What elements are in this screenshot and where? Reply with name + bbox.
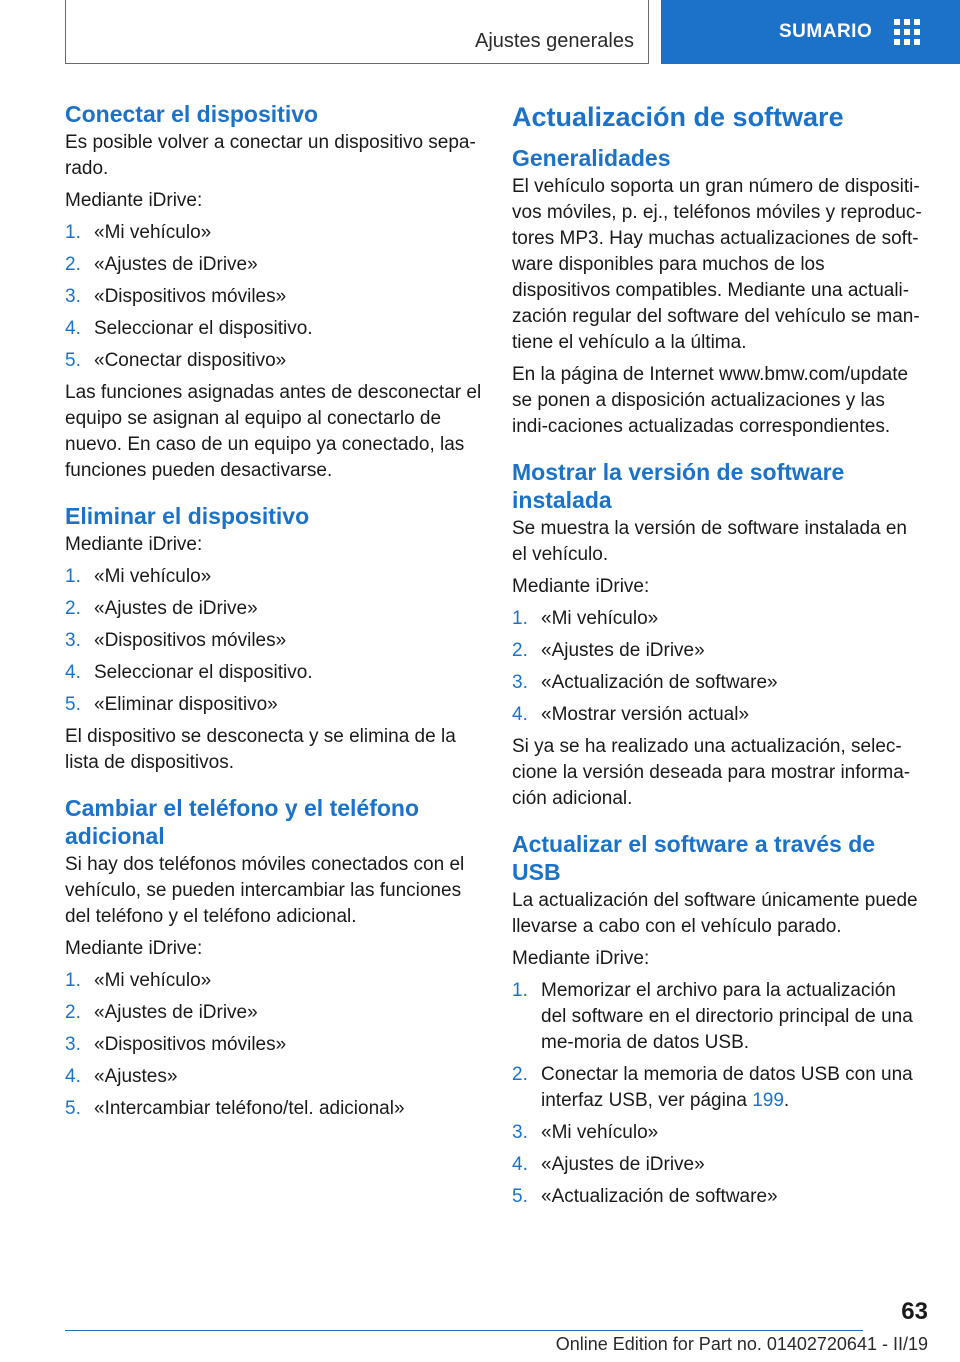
steps-list-connect (65, 220, 483, 374)
list-item (65, 348, 483, 374)
step-text: Memorizar el archivo para la actualización del software en el directorio principal de una me‐moria de datos USB. (541, 980, 913, 1053)
list-item (65, 1000, 483, 1026)
step-text: «Ajustes de iDrive» (541, 640, 705, 661)
step-number: 3. (512, 1122, 528, 1143)
step-text: «Mi vehículo» (541, 608, 659, 629)
step-text: «Mi vehículo» (94, 222, 212, 243)
right-column (512, 100, 924, 1216)
page-number: 63 (901, 1298, 928, 1325)
step-text: «Intercambiar teléfono/tel. adicional» (94, 1098, 405, 1119)
section-heading-general: Generalidades (512, 145, 671, 171)
section-heading-show-version: Mostrar la versión de software instalada (512, 459, 845, 513)
section-heading-usb-update: Actualizar el software a través de USB (512, 831, 876, 885)
list-item (65, 284, 483, 310)
step-text-part: Conectar la memoria de datos USB con una interfaz USB, ver página (541, 1064, 913, 1111)
list-item (512, 1152, 924, 1178)
paragraph: Es posible volver a conectar un dispositivo sepa‐rado. (65, 132, 476, 179)
paragraph: Si ya se ha realizado una actualización, selec‐cione la versión deseada para mostrar informa‐ción adicional. (512, 736, 911, 809)
step-text: «Ajustes» (94, 1066, 178, 1087)
grid-icon (894, 19, 920, 45)
paragraph: En la página de Internet www.bmw.com/update se ponen a disposición actualizaciones y las indi‐caciones actualizadas correspondientes. (512, 364, 909, 437)
step-number: 4. (65, 318, 81, 339)
step-number: 5. (65, 694, 81, 715)
section-heading-delete: Eliminar el dispositivo (65, 503, 310, 529)
paragraph: Si hay dos teléfonos móviles conectados con el vehículo, se pueden intercambiar las funciones del teléfono y el teléfono adicional. (65, 854, 465, 927)
list-item (512, 638, 924, 664)
section-title: Ajustes generales (475, 30, 634, 52)
step-text: Seleccionar el dispositivo. (94, 662, 313, 683)
step-number: 2. (65, 1002, 81, 1023)
list-item (65, 564, 483, 590)
step-number: 3. (65, 630, 81, 651)
list-item (65, 628, 483, 654)
step-text: «Dispositivos móviles» (94, 1034, 287, 1055)
step-text-end: . (783, 1090, 790, 1111)
list-item (512, 1062, 924, 1114)
step-text (541, 1062, 924, 1114)
paragraph: Mediante iDrive: (512, 948, 650, 969)
step-number: 3. (65, 1034, 81, 1055)
step-number: 1. (512, 980, 528, 1001)
list-item (65, 252, 483, 278)
paragraph: El dispositivo se desconecta y se elimina de la lista de dispositivos. (65, 726, 456, 773)
step-number: 1. (65, 222, 81, 243)
paragraph: Mediante iDrive: (65, 534, 203, 555)
section-heading-connect: Conectar el dispositivo (65, 101, 319, 127)
step-number: 2. (65, 254, 81, 275)
step-text: «Mi vehículo» (94, 566, 212, 587)
edition-footer: Online Edition for Part no. 01402720641 - II/19 (555, 1334, 928, 1354)
list-item (65, 596, 483, 622)
list-item (65, 1064, 483, 1090)
list-item (512, 606, 924, 632)
steps-list-delete (65, 564, 483, 718)
list-item (65, 220, 483, 246)
header-section-bar (65, 0, 649, 64)
step-text: «Dispositivos móviles» (94, 286, 287, 307)
step-number: 1. (65, 566, 81, 587)
step-number: 2. (512, 640, 528, 661)
step-text: «Ajustes de iDrive» (94, 598, 258, 619)
step-number: 3. (65, 286, 81, 307)
paragraph: Se muestra la versión de software instalada en el vehículo. (512, 518, 907, 565)
paragraph: Mediante iDrive: (65, 938, 203, 959)
step-text: «Ajustes de iDrive» (94, 254, 258, 275)
step-text: «Dispositivos móviles» (94, 630, 287, 651)
step-text: Seleccionar el dispositivo. (94, 318, 313, 339)
step-text: «Eliminar dispositivo» (94, 694, 278, 715)
footer-divider (65, 1330, 863, 1331)
list-item (65, 316, 483, 342)
left-column (65, 100, 483, 1128)
list-item (65, 660, 483, 686)
step-text: «Mi vehículo» (541, 1122, 659, 1143)
step-text: «Ajustes de iDrive» (94, 1002, 258, 1023)
steps-list-show-version (512, 606, 924, 728)
step-text: «Mi vehículo» (94, 970, 212, 991)
step-number: 3. (512, 672, 528, 693)
steps-list-swap-phone (65, 968, 483, 1122)
list-item (512, 1184, 924, 1210)
paragraph: Mediante iDrive: (512, 576, 650, 597)
step-text: «Actualización de software» (541, 1186, 778, 1207)
step-text: «Actualización de software» (541, 672, 778, 693)
page-reference-link[interactable]: 199 (752, 1090, 784, 1111)
steps-list-usb-update (512, 978, 924, 1210)
summary-tab-label: SUMARIO (779, 21, 873, 42)
step-number: 4. (512, 1154, 528, 1175)
step-number: 5. (512, 1186, 528, 1207)
list-item (65, 968, 483, 994)
step-number: 1. (512, 608, 528, 629)
list-item (65, 1032, 483, 1058)
step-number: 4. (65, 662, 81, 683)
chapter-title: Actualización de software (512, 102, 844, 132)
step-number: 5. (65, 350, 81, 371)
list-item (65, 692, 483, 718)
list-item (512, 702, 924, 728)
step-number: 4. (65, 1066, 81, 1087)
paragraph: Mediante iDrive: (65, 190, 203, 211)
step-text: «Conectar dispositivo» (94, 350, 287, 371)
step-number: 4. (512, 704, 528, 725)
step-number: 5. (65, 1098, 81, 1119)
step-number: 2. (512, 1064, 528, 1085)
list-item (512, 1120, 924, 1146)
list-item (512, 978, 924, 1056)
step-text: «Mostrar versión actual» (541, 704, 750, 725)
list-item (65, 1096, 483, 1122)
step-text: «Ajustes de iDrive» (541, 1154, 705, 1175)
step-number: 1. (65, 970, 81, 991)
paragraph: La actualización del software únicamente puede llevarse a cabo con el vehículo parado. (512, 890, 918, 937)
list-item (512, 670, 924, 696)
step-number: 2. (65, 598, 81, 619)
summary-tab[interactable] (661, 0, 960, 64)
paragraph: El vehículo soporta un gran número de dispositi‐vos móviles, p. ej., teléfonos móviles y reproduc‐tores MP3. Hay muchas actualizaciones de soft‐ware disponibles para muchos de los dispositivos compatibles. Mediante una actuali‐zación regular del software del vehículo se man‐tiene el vehículo a la última. (512, 176, 922, 353)
paragraph: Las funciones asignadas antes de desconectar el equipo se asignan al equipo al conectarlo de nuevo. En caso de un equipo ya conectado, las funciones pueden desactivarse. (65, 382, 482, 481)
section-heading-swap-phone: Cambiar el teléfono y el teléfono adicional (65, 795, 420, 849)
